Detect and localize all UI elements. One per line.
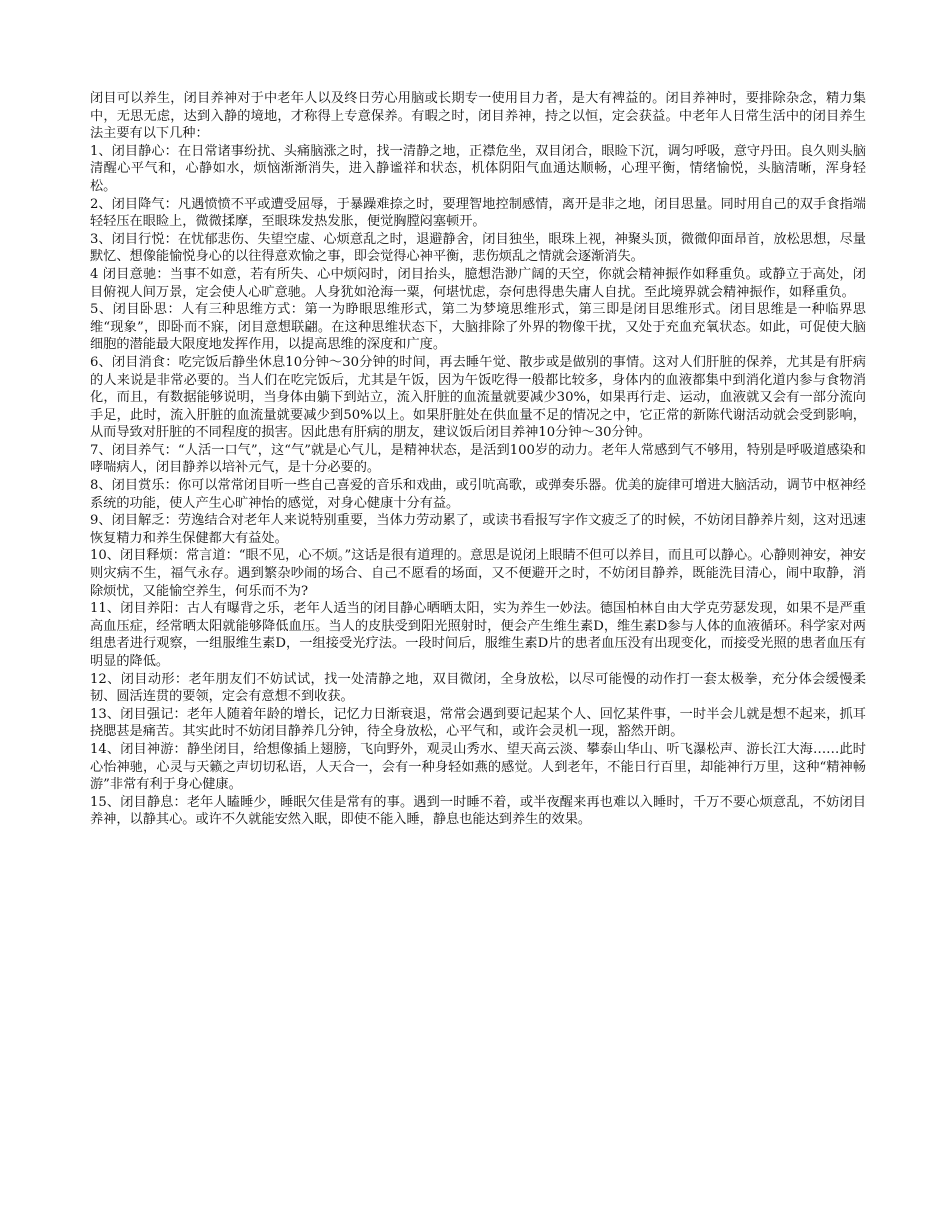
list-item: 15、闭目静息：老年人瞌睡少，睡眠欠佳是常有的事。遇到一时睡不着，或半夜醒来再也难以入睡时，千万不要心烦意乱，不妨闭目养神，以静其心。或许不久就能安然入眠，即使不能入睡，静息也能达到养生的效果。 [90, 794, 866, 828]
list-item: 13、闭目强记：老年人随着年龄的增长，记忆力日渐衰退，常常会遇到要记起某个人、回忆某件事，一时半会儿就是想不起来，抓耳挠腮甚是痛苦。其实此时不妨闭目静养几分钟，待全身放松，心平气和，或许会灵机一现，豁然开朗。 [90, 706, 866, 740]
list-item: 3、闭目行悦：在忧郁悲伤、失望空虚、心烦意乱之时，退避静舍，闭目独坐，眼珠上视，神聚头顶，微微仰面昂首，放松思想，尽量默忆、想像能愉悦身心的以往得意欢愉之事，即会觉得心神平衡，悲伤烦乱之情就会逐渐消失。 [90, 231, 866, 265]
list-item: 12、闭目动形：老年朋友们不妨试试，找一处清静之地，双目微闭，全身放松，以尽可能慢的动作打一套太极拳，充分体会缓慢柔韧、圆活连贯的要领，定会有意想不到收获。 [90, 671, 866, 705]
list-item: 2、闭目降气：凡遇愤愤不平或遭受屈辱，于暴躁难捺之时，要理智地控制感情，离开是非之地，闭目思量。同时用自己的双手食指端轻轻压在眼睑上，微微揉摩，至眼珠发热发胀，便觉胸膛闷塞顿开。 [90, 196, 866, 230]
list-item: 4 闭目意驰：当事不如意，若有所失、心中烦闷时，闭目抬头，臆想浩渺广阔的天空，你就会精神振作如释重负。或静立于高处，闭目俯视人间万景，定会使人心旷意驰。人身犹如沧海一粟，何堪忧虑，奈何患得患失庸人自扰。至此境界就会精神振作，如释重负。 [90, 266, 866, 300]
list-item: 14、闭目神游：静坐闭目，给想像插上翅膀，飞向野外，观灵山秀水、望天高云淡、攀泰山华山、听飞瀑松声、游长江大海……此时心怡神驰，心灵与天籁之声切切私语，人天合一，会有一种身轻如燕的感觉。人到老年，不能日行百里，却能神行万里，这种“精神畅游”非常有利于身心健康。 [90, 741, 866, 793]
list-item: 7、闭目养气：“人活一口气”，这“气”就是心气儿，是精神状态，是活到100岁的动力。老年人常感到气不够用，特别是呼吸道感染和哮喘病人，闭目静养以培补元气，是十分必要的。 [90, 442, 866, 476]
list-item: 5、闭目卧思：人有三种思维方式：第一为睁眼思维形式，第二为梦境思维形式，第三即是闭目思维形式。闭目思维是一种临界思维“现象”，即卧而不寐，闭目意想联翩。在这种思维状态下，大脑排除了外界的物像干扰，又处于充血充氧状态。如此，可促使大脑细胞的潜能最大限度地发挥作用，以提高思维的深度和广度。 [90, 302, 866, 353]
list-item: 11、闭目养阳：古人有曝背之乐，老年人适当的闭目静心晒晒太阳，实为养生一妙法。德国柏林自由大学克劳瑟发现，如果不是严重高血压症，经常晒太阳就能够降低血压。当人的皮肤受到阳光照射时，便会产生维生素D，维生素D参与人体的血液循环。科学家对两组患者进行观察，一组服维生素D，一组接受光疗法。一段时间后，服维生素D片的患者血压没有出现变化，而接受光照的患者血压有明显的降低。 [90, 601, 866, 669]
list-item: 1、闭目静心：在日常诸事纷扰、头痛脑涨之时，找一清静之地，正襟危坐，双目闭合，眼睑下沉，调匀呼吸，意守丹田。良久则头脑清醒心平气和，心静如水，烦恼渐渐消失，进入静谧祥和状态，机体阴阳气血通达顺畅，心理平衡，情绪愉悦，头脑清晰，浑身轻松。 [90, 143, 866, 194]
list-item: 10、闭目释烦：常言道：“眼不见，心不烦。”这话是很有道理的。意思是说闭上眼睛不但可以养目，而且可以静心。心静则神安，神安则灾病不生，福气永存。遇到繁杂吵闹的场合、自己不愿看的场面，又不便避开之时，不妨闭目静养，既能洗目清心，闹中取静，消除烦忧，又能愉空养生，何乐而不为? [90, 548, 866, 599]
list-item: 9、闭目解乏：劳逸结合对老年人来说特别重要，当体力劳动累了，或读书看报写字作文疲乏了的时候，不妨闭目静养片刻，这对迅速恢复精力和养生保健都大有益处。 [90, 513, 866, 546]
list-item: 6、闭目消食：吃完饭后静坐休息10分钟～30分钟的时间，再去睡午觉、散步或是做别的事情。这对人们肝脏的保养，尤其是有肝病的人来说是非常必要的。当人们在吃完饭后，尤其是午饭，因为午饭吃得一般都比较多，身体内的血液都集中到消化道内参与食物消化，而且，有数据能够说明，当身体由躺下到站立，流入肝脏的血流量就要减少30%，如果再行走、运动，血液就又会有一部分流向手足，此时，流入肝脏的血流量就要减少到50%以上。如果肝脏处在供血量不足的情况之中，它正常的新陈代谢活动就会受到影响，从而导致对肝脏的不同程度的损害。因此患有肝病的朋友，建议饭后闭目养神10分钟～30分钟。 [90, 354, 866, 441]
list-item: 8、闭目赏乐：你可以常常闭目听一些自己喜爱的音乐和戏曲，或引吭高歌，或弹奏乐器。优美的旋律可增进大脑活动，调节中枢神经系统的功能，使人产生心旷神怡的感觉，对身心健康十分有益。 [90, 478, 866, 511]
document-body [90, 90, 866, 829]
intro-paragraph: 闭目可以养生，闭目养神对于中老年人以及终日劳心用脑或长期专一使用目力者，是大有裨益的。闭目养神时，要排除杂念，精力集中，无思无虑，达到入静的境地，才称得上专意保养。有暇之时，闭目养神，持之以恒，定会获益。中老年人日常生活中的闭目养生法主要有以下几种： [90, 91, 866, 142]
